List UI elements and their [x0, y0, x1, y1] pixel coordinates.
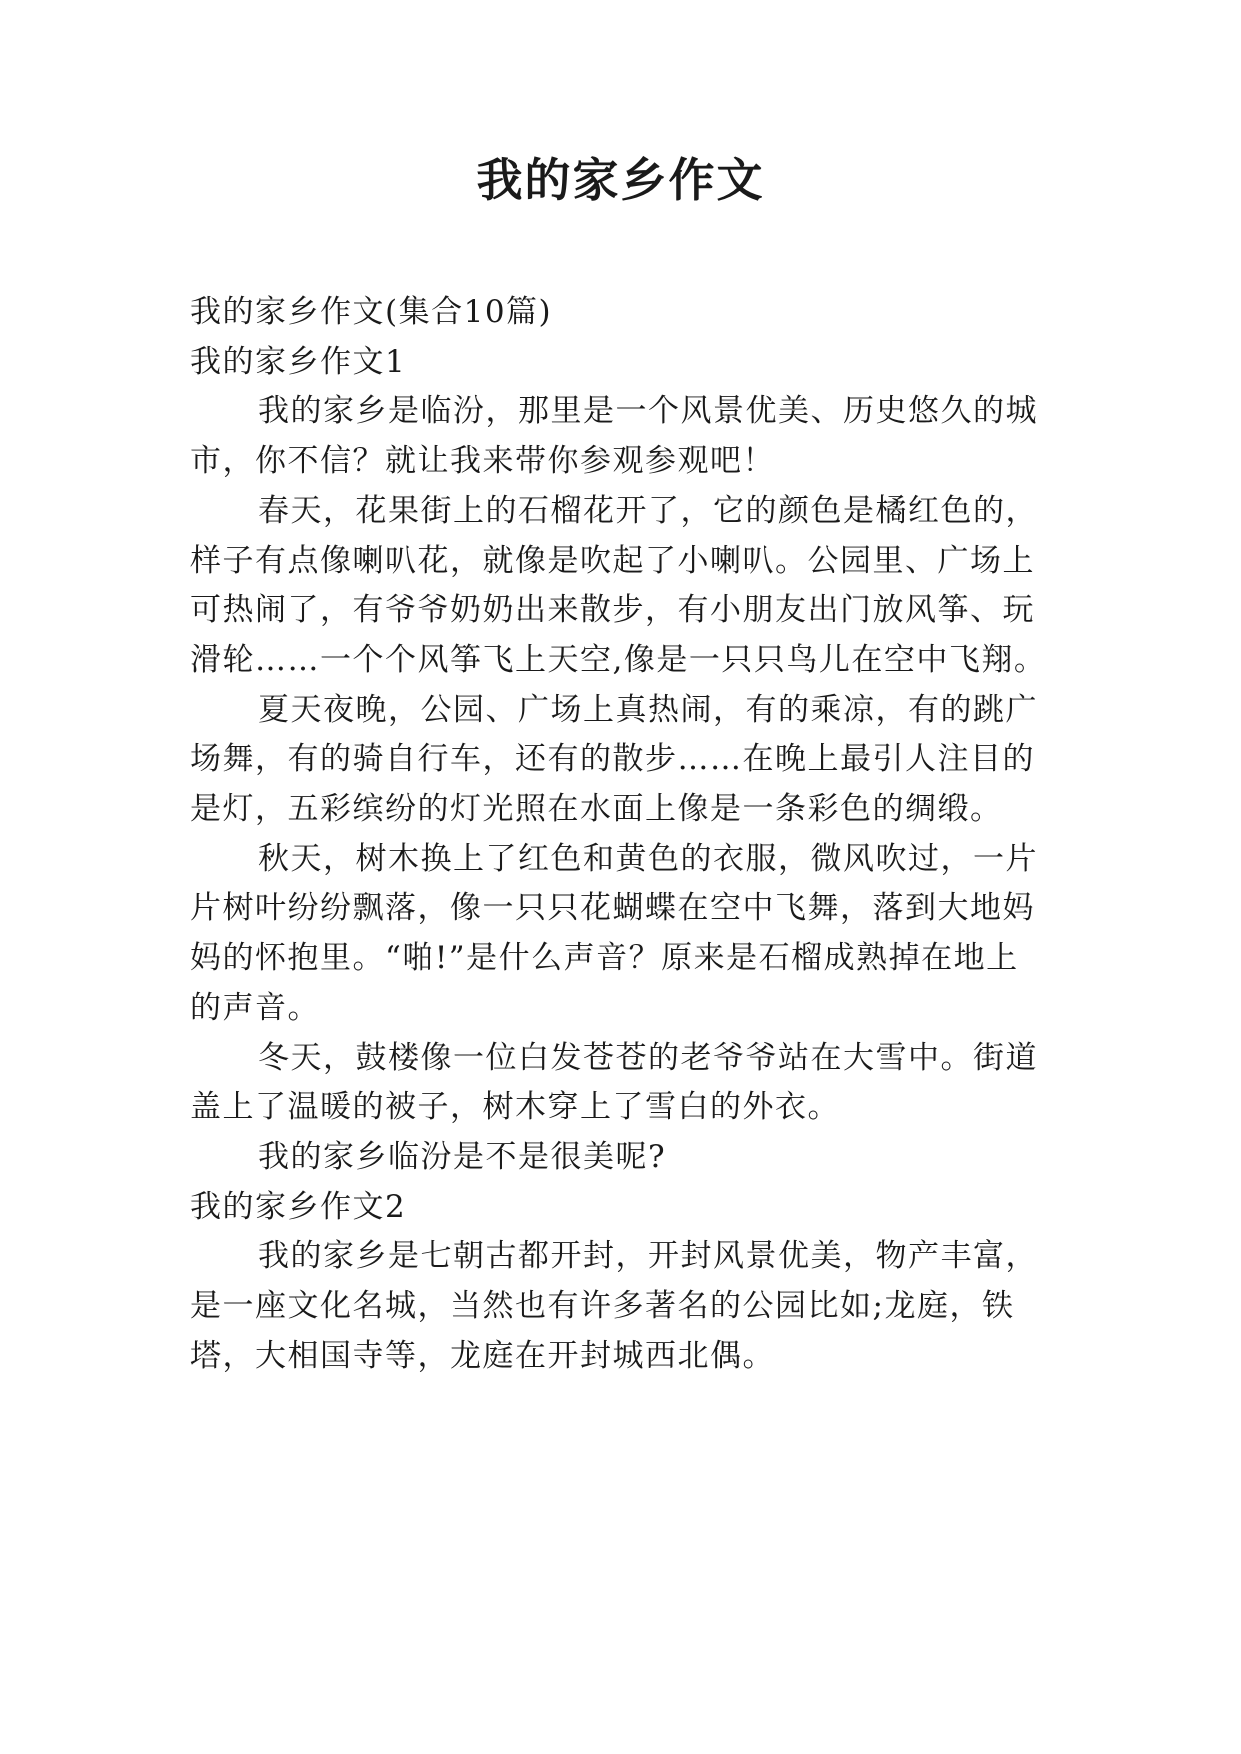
- text-line: 片树叶纷纷飘落，像一只只花蝴蝶在空中飞舞，落到大地妈: [190, 890, 1035, 927]
- text-line: 可热闹了，有爷爷奶奶出来散步，有小朋友出门放风筝、玩: [190, 592, 1035, 629]
- text-line: 滑轮……一个个风筝飞上天空,像是一只只鸟儿在空中飞翔。: [190, 641, 1047, 678]
- text-line: 场舞，有的骑自行车，还有的散步……在晚上最引人注目的: [190, 741, 1035, 778]
- text-line: 妈的怀抱里。“啪!”是什么声音？原来是石榴成熟掉在地上: [190, 940, 1019, 977]
- text-line: 冬天，鼓楼像一位白发苍苍的老爷爷站在大雪中。街道: [258, 1039, 1038, 1076]
- text-line: 是灯，五彩缤纷的灯光照在水面上像是一条彩色的绸缎。: [190, 791, 1003, 828]
- text-line: 的声音。: [190, 989, 320, 1026]
- text-line: 是一座文化名城，当然也有许多著名的公园比如;龙庭，铁: [190, 1288, 1015, 1325]
- text-line: 盖上了温暖的被子，树木穿上了雪白的外衣。: [190, 1089, 840, 1126]
- text-line: 我的家乡作文(集合10篇): [190, 294, 553, 330]
- text-line: 塔，大相国寺等，龙庭在开封城西北偶。: [190, 1337, 775, 1374]
- text-line: 我的家乡是临汾，那里是一个风景优美、历史悠久的城: [258, 393, 1038, 430]
- text-line: 我的家乡作文1: [190, 343, 407, 380]
- text-line: 我的家乡作文2: [190, 1188, 407, 1225]
- text-line: 秋天，树木换上了红色和黄色的衣服，微风吹过，一片: [258, 840, 1038, 877]
- text-line: 我的家乡临汾是不是很美呢?: [258, 1138, 667, 1175]
- text-line: 春天，花果街上的石榴花开了，它的颜色是橘红色的，: [258, 492, 1038, 529]
- text-line: 夏天夜晚，公园、广场上真热闹，有的乘凉，有的跳广: [258, 691, 1038, 728]
- document-title: 我的家乡作文: [476, 153, 765, 207]
- text-line: 市，你不信？就让我来带你参观参观吧！: [190, 443, 775, 480]
- text-line: 样子有点像喇叭花，就像是吹起了小喇叭。公园里、广场上: [190, 542, 1035, 579]
- document-body: [190, 288, 1060, 1381]
- text-line: 我的家乡是七朝古都开封，开封风景优美，物产丰富，: [258, 1238, 1038, 1275]
